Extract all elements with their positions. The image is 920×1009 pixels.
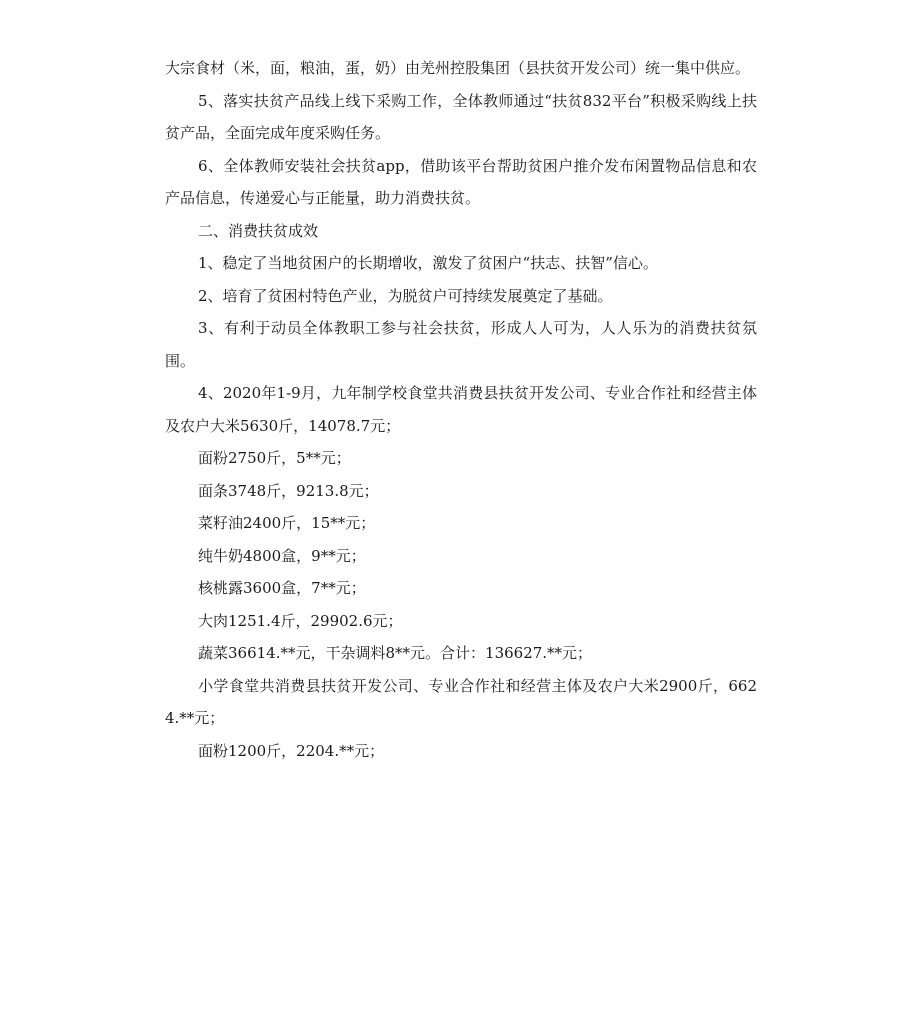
purchase-line-walnut: 核桃露3600盒，7**元； bbox=[198, 579, 366, 597]
purchase-line-noodles: 面条3748斤，9213.8元； bbox=[198, 481, 379, 500]
purchase-line-vegetables-total: 蔬菜36614.**元，干杂调料8**元。合计：136627.**元； bbox=[198, 644, 593, 662]
paragraph-effect-4: 4、2020年1-9月，九年制学校食堂共消费县扶贫开发公司、专业合作社和经营主体及农户大米5630斤，14078.7元； bbox=[165, 384, 757, 435]
paragraph-effect-3: 3、有利于动员全体教职工参与社会扶贫，形成人人可为，人人乐为的消费扶贫氛围。 bbox=[165, 319, 757, 370]
paragraph-item-5: 5、落实扶贫产品线上线下采购工作，全体教师通过“扶贫832平台”积极采购线上扶贫产品，全面完成年度采购任务。 bbox=[165, 91, 757, 142]
paragraph-item-6: 6、全体教师安装社会扶贫app，借助该平台帮助贫困户推介发布闲置物品信息和农产品信息，传递爱心与正能量，助力消费扶贫。 bbox=[165, 156, 757, 207]
purchase-line-flour: 面粉2750斤，5**元； bbox=[198, 449, 351, 467]
document-body bbox=[165, 52, 757, 767]
paragraph-effect-1: 1、稳定了当地贫困户的长期增收，激发了贫困户“扶志、扶智”信心。 bbox=[198, 254, 658, 272]
purchase-line-pork: 大肉1251.4斤，29902.6元； bbox=[198, 611, 403, 630]
purchase-line-milk: 纯牛奶4800盒，9**元； bbox=[198, 546, 366, 565]
purchase-line-oil: 菜籽油2400斤，15**元； bbox=[198, 514, 376, 532]
section-heading: 二、消费扶贫成效 bbox=[198, 221, 319, 240]
primary-purchase-line-flour: 面粉1200斤，2204.**元； bbox=[198, 741, 385, 760]
paragraph-continuation: 大宗食材（米，面，粮油，蛋，奶）由羌州控股集团（县扶贫开发公司）统一集中供应。 bbox=[165, 59, 751, 77]
paragraph-effect-2: 2、培育了贫困村特色产业，为脱贫户可持续发展奠定了基础。 bbox=[198, 286, 613, 305]
primary-canteen-paragraph: 小学食堂共消费县扶贫开发公司、专业合作社和经营主体及农户大米2900斤，6624.**元； bbox=[165, 676, 757, 727]
